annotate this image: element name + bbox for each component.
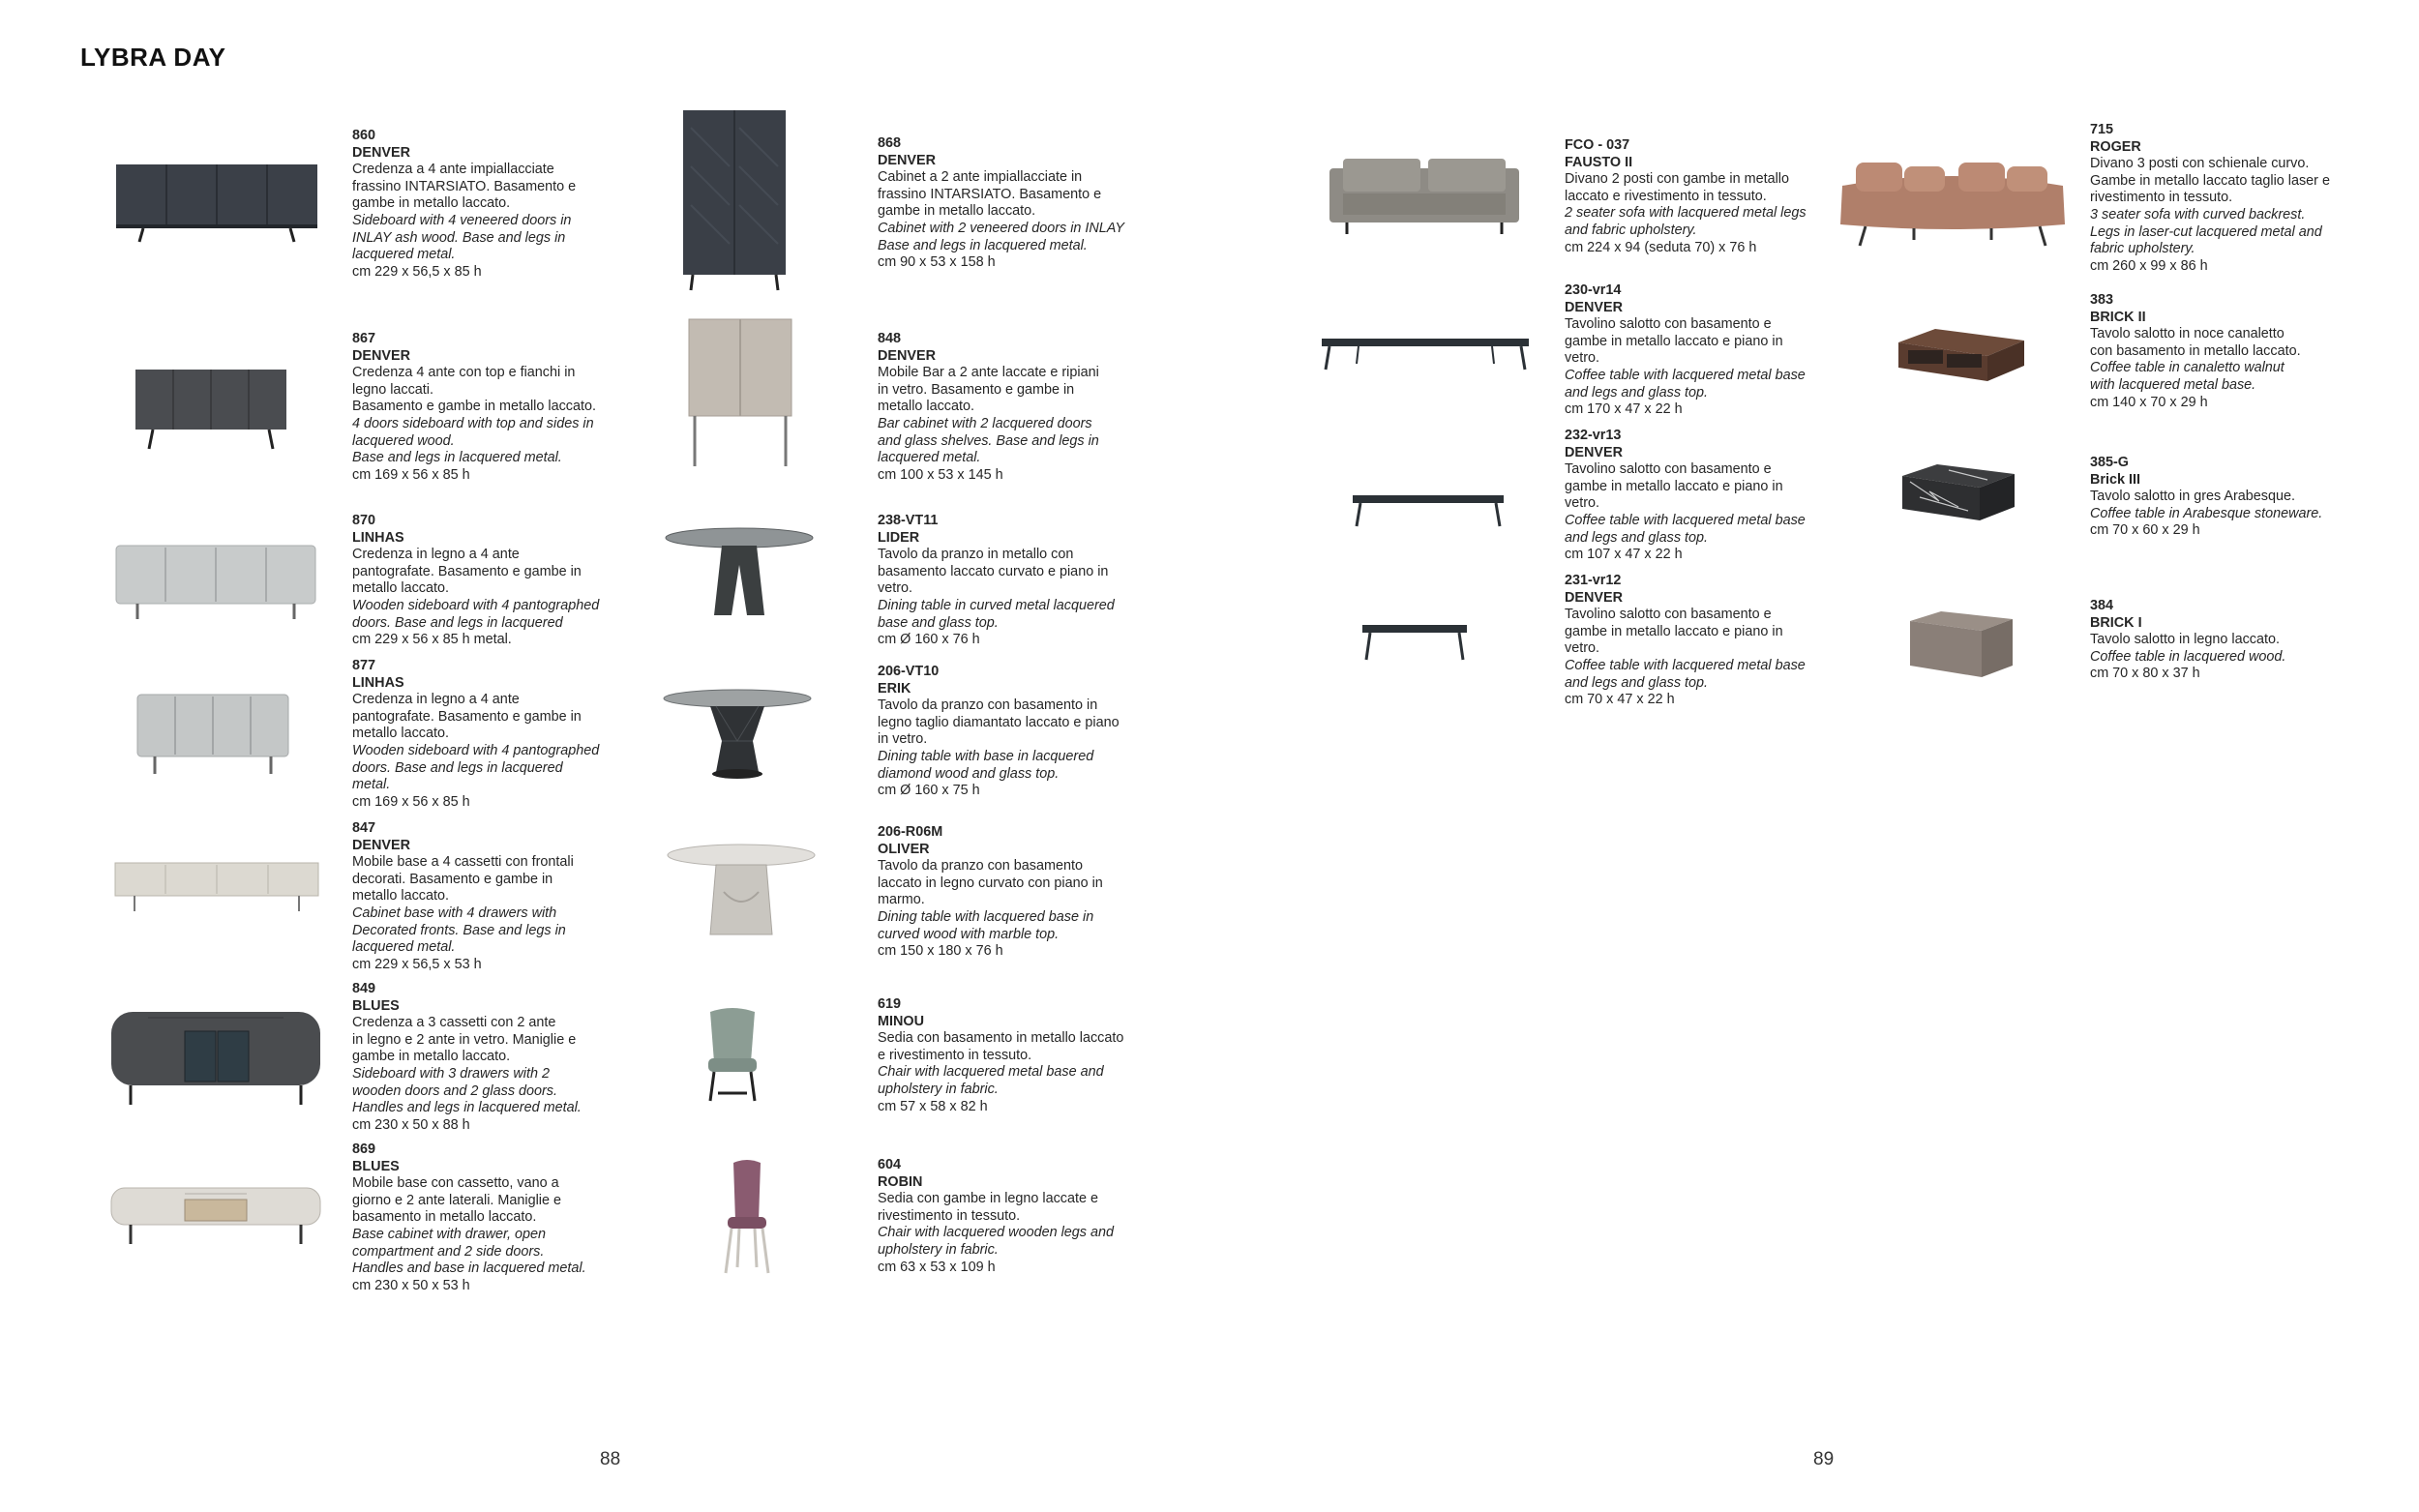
dining-table-icon [666, 844, 817, 940]
description-en: Wooden sideboard with 4 pantographed doors. Base and legs in lacquered [352, 597, 600, 631]
product-code: 869 [352, 1141, 376, 1157]
description-en: Base cabinet with drawer, open compartment and 2 side doors. Handles and base in lacquered metal. [352, 1226, 586, 1277]
low-cabinet-icon [109, 1186, 322, 1246]
sideboard-icon [134, 368, 288, 451]
description-it: Cabinet a 2 ante impiallacciate in frassino INTARSIATO. Basamento e gambe in metallo laccato. [878, 169, 1102, 220]
description-it: Sedia con basamento in metallo laccato e rivestimento in tessuto. [878, 1030, 1124, 1063]
coffee-table-icon [1360, 621, 1469, 664]
dimensions: cm 70 x 80 x 37 h [2090, 666, 2200, 682]
dimensions: cm 150 x 180 x 76 h [878, 943, 1003, 960]
product-name: ROGER [2090, 138, 2141, 155]
description-it: Mobile base a 4 cassetti con frontali decorati. Basamento e gambe in metallo laccato. [352, 854, 574, 904]
dimensions: cm 90 x 53 x 158 h [878, 254, 996, 271]
product-code: 847 [352, 820, 376, 836]
product-code: 877 [352, 658, 376, 673]
coffee-table-icon [1351, 491, 1506, 530]
chair-icon [718, 1159, 776, 1275]
product-name: MINOU [878, 1013, 924, 1029]
product-name: DENVER [352, 347, 410, 364]
description-it: Tavolo salotto in noce canaletto con basamento in metallo laccato. [2090, 326, 2301, 359]
product-name: LINHAS [352, 529, 404, 546]
description-en: Coffee table with lacquered metal base and legs and glass top. [1565, 367, 1806, 400]
dimensions: cm Ø 160 x 75 h [878, 783, 980, 799]
product-name: BRICK I [2090, 614, 2142, 631]
description-it: Sedia con gambe in legno laccate e rivestimento in tessuto. [878, 1191, 1099, 1224]
sideboard-icon [135, 693, 290, 776]
page-title: LYBRA DAY [80, 43, 226, 72]
dimensions: cm 170 x 47 x 22 h [1565, 401, 1683, 418]
bar-cabinet-icon [687, 317, 793, 468]
description-en: 4 doors sideboard with top and sides in lacquered wood. Base and legs in lacquered metal. [352, 415, 594, 466]
product-code: 206-R06M [878, 824, 943, 840]
description-it: Credenza a 3 cassetti con 2 ante in legno e 2 ante in vetro. Maniglie e gambe in metallo laccato. [352, 1015, 577, 1065]
description-it: Tavolino salotto con basamento e gambe in metallo laccato e piano in vetro. [1565, 607, 1783, 657]
description-it: Divano 2 posti con gambe in metallo laccato e rivestimento in tessuto. [1565, 171, 1789, 204]
product-code: 860 [352, 128, 376, 143]
description-en: Chair with lacquered wooden legs and upholstery in fabric. [878, 1225, 1114, 1258]
dimensions: cm 100 x 53 x 145 h [878, 466, 1003, 483]
description-it: Tavolo salotto in gres Arabesque. [2090, 489, 2295, 505]
product-code: 619 [878, 996, 902, 1012]
dimensions: cm 70 x 47 x 22 h [1565, 692, 1675, 708]
product-code: 238-VT11 [878, 513, 939, 528]
chair-icon [699, 1006, 766, 1103]
product-name: LINHAS [352, 674, 404, 691]
sideboard-icon [109, 1010, 322, 1107]
coffee-table-icon [1896, 327, 2026, 385]
description-en: Chair with lacquered metal base and upholstery in fabric. [878, 1064, 1104, 1097]
product-code: 848 [878, 331, 902, 346]
page-number-left: 88 [600, 1449, 621, 1469]
product-code: 867 [352, 331, 376, 346]
product-name: DENVER [878, 152, 936, 168]
product-code: 870 [352, 513, 376, 528]
dimensions: cm 229 x 56,5 x 53 h [352, 956, 482, 972]
description-it: Credenza 4 ante con top e fianchi in legno laccati. Basamento e gambe in metallo laccato. [352, 365, 596, 415]
product-code: 384 [2090, 598, 2114, 613]
description-it: Tavolo da pranzo in metallo con basamento laccato curvato e piano in vetro. [878, 547, 1109, 597]
dimensions: cm 224 x 94 (seduta 70) x 76 h [1565, 239, 1757, 255]
product-name: ROBIN [878, 1173, 923, 1190]
product-name: Brick III [2090, 471, 2140, 488]
product-code: 849 [352, 981, 376, 996]
dimensions: cm 169 x 56 x 85 h [352, 793, 470, 810]
description-it: Tavolo da pranzo con basamento in legno taglio diamantato laccato e piano in vetro. [878, 697, 1120, 748]
dimensions: cm 169 x 56 x 85 h [352, 466, 470, 483]
coffee-table-icon [1908, 609, 2015, 679]
product-code: 383 [2090, 292, 2114, 308]
dimensions: cm 107 x 47 x 22 h [1565, 547, 1683, 563]
dimensions: cm 70 x 60 x 29 h [2090, 522, 2200, 539]
description-en: Cabinet base with 4 drawers with Decorated fronts. Base and legs in lacquered metal. [352, 904, 566, 956]
description-it: Mobile base con cassetto, vano a giorno e 2 ante laterali. Maniglie e basamento in metallo laccato. [352, 1175, 561, 1226]
product-name: ERIK [878, 680, 911, 697]
product-code: 231-vr12 [1565, 573, 1622, 588]
dimensions: cm 229 x 56 x 85 h metal. [352, 632, 512, 648]
product-name: BLUES [352, 1158, 400, 1174]
low-cabinet-icon [113, 861, 320, 913]
product-name: BRICK II [2090, 309, 2146, 325]
page-number-right: 89 [1813, 1449, 1835, 1469]
coffee-table-icon [1320, 335, 1531, 373]
description-en: Dining table with base in lacquered diamond wood and glass top. [878, 748, 1094, 782]
product-code: FCO - 037 [1565, 137, 1630, 153]
product-code: 715 [2090, 122, 2114, 137]
tall-cabinet-icon [681, 108, 788, 292]
description-en: Bar cabinet with 2 lacquered doors and glass shelves. Base and legs in lacquered metal. [878, 415, 1099, 466]
description-en: Coffee table in canaletto walnut with lacquered metal base. [2090, 360, 2285, 393]
description-it: Mobile Bar a 2 ante laccate e ripiani in vetro. Basamento e gambe in metallo laccato. [878, 365, 1099, 415]
description-en: 3 seater sofa with curved backrest. Legs in laser-cut lacquered metal and fabric upholstery. [2090, 206, 2322, 257]
dimensions: cm 140 x 70 x 29 h [2090, 394, 2208, 410]
product-name: DENVER [352, 144, 410, 161]
product-code: 385-G [2090, 455, 2129, 470]
dimensions: cm 63 x 53 x 109 h [878, 1259, 996, 1275]
product-name: DENVER [878, 347, 936, 364]
product-code: 206-VT10 [878, 664, 940, 679]
description-it: Tavolo salotto in legno laccato. [2090, 632, 2280, 648]
product-name: DENVER [1565, 589, 1623, 606]
description-it: Tavolino salotto con basamento e gambe in metallo laccato e piano in vetro. [1565, 461, 1783, 512]
product-name: BLUES [352, 997, 400, 1014]
description-it: Tavolino salotto con basamento e gambe in metallo laccato e piano in vetro. [1565, 316, 1783, 367]
description-en: Coffee table in lacquered wood. [2090, 648, 2286, 665]
description-en: Coffee table in Arabesque stoneware. [2090, 505, 2323, 521]
sideboard-icon [114, 163, 319, 244]
description-en: Coffee table with lacquered metal base and legs and glass top. [1565, 657, 1806, 691]
description-en: Wooden sideboard with 4 pantographed doors. Base and legs in lacquered metal. [352, 742, 600, 793]
description-en: 2 seater sofa with lacquered metal legs and fabric upholstery. [1565, 205, 1807, 238]
dimensions: cm 230 x 50 x 53 h [352, 1277, 470, 1293]
product-name: OLIVER [878, 841, 930, 857]
product-code: 230-vr14 [1565, 282, 1622, 298]
description-it: Credenza a 4 ante impiallacciate frassino INTARSIATO. Basamento e gambe in metallo laccato. [352, 162, 577, 212]
description-en: Sideboard with 4 veneered doors in INLAY ash wood. Base and legs in lacquered metal. [352, 212, 572, 263]
sideboard-icon [114, 544, 317, 621]
dimensions: cm 57 x 58 x 82 h [878, 1098, 988, 1114]
product-name: FAUSTO II [1565, 154, 1633, 170]
product-name: DENVER [1565, 444, 1623, 460]
sofa-icon [1837, 157, 2069, 248]
product-code: 868 [878, 135, 902, 151]
description-en: Dining table in curved metal lacquered base and glass top. [878, 597, 1115, 631]
dimensions: cm 260 x 99 x 86 h [2090, 257, 2208, 274]
dimensions: cm 230 x 50 x 88 h [352, 1116, 470, 1133]
description-en: Sideboard with 3 drawers with 2 wooden doors and 2 glass doors. Handles and legs in lacquered metal. [352, 1065, 582, 1116]
product-code: 604 [878, 1157, 902, 1172]
description-en: Cabinet with 2 veneered doors in INLAY Base and legs in lacquered metal. [878, 220, 1124, 253]
product-name: LIDER [878, 529, 920, 546]
dimensions: cm 229 x 56,5 x 85 h [352, 263, 482, 280]
dimensions: cm Ø 160 x 76 h [878, 632, 980, 648]
description-en: Dining table with lacquered base in curved wood with marble top. [878, 908, 1094, 942]
product-name: DENVER [352, 837, 410, 853]
description-it: Credenza in legno a 4 ante pantografate. Basamento e gambe in metallo laccato. [352, 547, 582, 597]
sofa-icon [1328, 155, 1521, 236]
dining-table-icon [662, 689, 813, 782]
dining-table-icon [664, 526, 815, 619]
coffee-table-icon [1900, 462, 2016, 524]
description-it: Divano 3 posti con schienale curvo. Gambe in metallo laccato taglio laser e rivestimento in tessuto. [2090, 156, 2330, 206]
description-it: Tavolo da pranzo con basamento laccato in legno curvato con piano in marmo. [878, 858, 1103, 908]
description-en: Coffee table with lacquered metal base and legs and glass top. [1565, 512, 1806, 546]
description-it: Credenza in legno a 4 ante pantografate. Basamento e gambe in metallo laccato. [352, 692, 582, 742]
product-name: DENVER [1565, 299, 1623, 315]
product-code: 232-vr13 [1565, 428, 1622, 443]
